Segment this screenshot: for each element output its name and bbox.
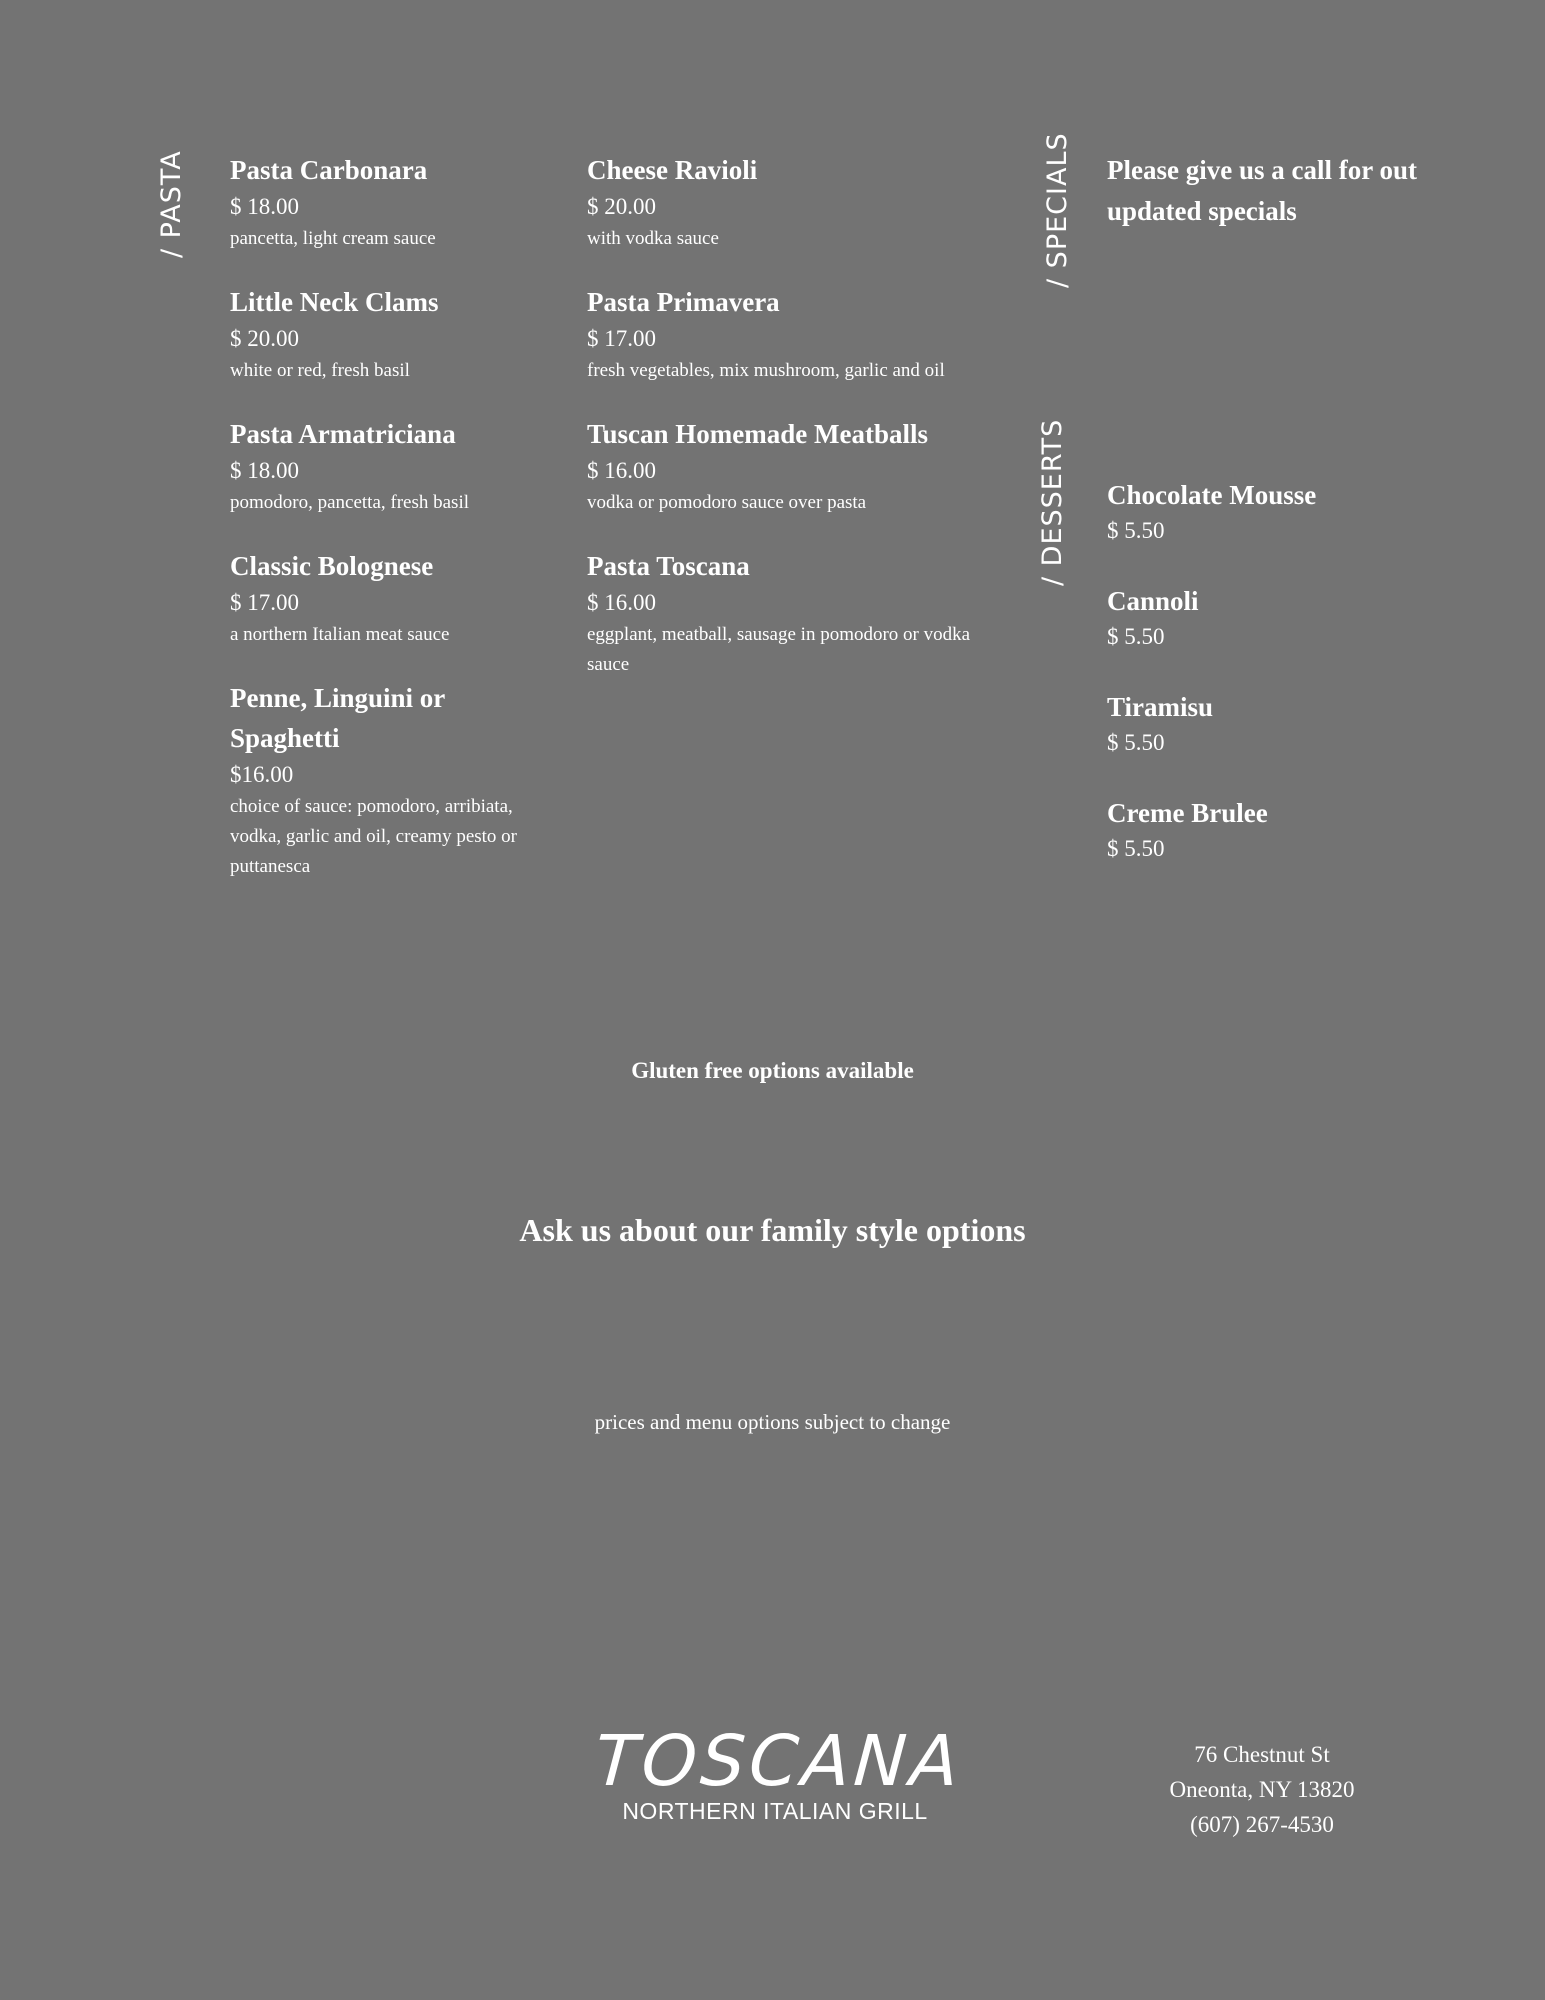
menu-item-description: with vodka sauce: [587, 228, 719, 249]
menu-item: [230, 678, 540, 882]
dessert-price: $ 5.50: [1107, 730, 1165, 755]
menu-item: [587, 414, 982, 518]
dessert-item: [1107, 476, 1447, 548]
menu-item-price: $ 18.00: [230, 458, 299, 483]
menu-item: [230, 150, 540, 254]
pasta-section-label: / PASTA: [156, 150, 187, 258]
desserts-column: [1107, 476, 1447, 900]
dessert-item: [1107, 794, 1447, 866]
specials-section-label: / SPECIALS: [1042, 132, 1073, 288]
gluten-free-note: Gluten free options available: [631, 1058, 914, 1083]
address-city: Oneonta, NY 13820: [1169, 1777, 1355, 1802]
menu-item-name: Pasta Carbonara: [230, 155, 428, 185]
menu-item-description: pomodoro, pancetta, fresh basil: [230, 492, 470, 513]
menu-item-description: eggplant, meatball, sausage in pomodoro or vodka sauce: [587, 624, 971, 675]
menu-item: [230, 282, 540, 386]
menu-item-description: white or red, fresh basil: [230, 360, 410, 381]
menu-item: [587, 150, 982, 254]
restaurant-logo: [592, 1720, 966, 1825]
dessert-name: Chocolate Mousse: [1107, 480, 1317, 510]
menu-item-price: $ 17.00: [230, 590, 299, 615]
menu-item-description: a northern Italian meat sauce: [230, 624, 450, 645]
specials-text: Please give us a call for out updated specials: [1107, 155, 1417, 226]
prices-disclaimer: prices and menu options subject to change: [594, 1410, 951, 1434]
menu-item-price: $ 17.00: [587, 326, 656, 351]
dessert-price: $ 5.50: [1107, 518, 1165, 543]
menu-item: [230, 414, 540, 518]
menu-item-name: Pasta Primavera: [587, 287, 780, 317]
menu-item-description: fresh vegetables, mix mushroom, garlic and oil: [587, 360, 945, 381]
dessert-item: [1107, 582, 1447, 654]
restaurant-address: [1112, 1737, 1412, 1842]
menu-item: [230, 546, 540, 650]
dessert-name: Cannoli: [1107, 586, 1199, 616]
menu-item-description: vodka or pomodoro sauce over pasta: [587, 492, 867, 513]
phone-number: (607) 267-4530: [1190, 1812, 1334, 1837]
menu-item-price: $ 20.00: [230, 326, 299, 351]
dessert-item: [1107, 688, 1447, 760]
logo-name: TOSCANA: [592, 1720, 966, 1802]
menu-item-price: $ 16.00: [587, 590, 656, 615]
pasta-column-1: [230, 150, 540, 910]
menu-item: [587, 546, 982, 680]
menu-item-name: Classic Bolognese: [230, 551, 434, 581]
menu-item-price: $16.00: [230, 762, 294, 787]
menu-item-price: $ 18.00: [230, 194, 299, 219]
menu-item-price: $ 16.00: [587, 458, 656, 483]
menu-item-description: choice of sauce: pomodoro, arribiata, vodka, garlic and oil, creamy pesto or puttanesca: [230, 796, 518, 877]
family-style-note: Ask us about our family style options: [519, 1212, 1026, 1248]
pasta-column-2: [587, 150, 982, 708]
address-street: 76 Chestnut St: [1194, 1742, 1330, 1767]
menu-item-name: Cheese Ravioli: [587, 155, 758, 185]
menu-item-price: $ 20.00: [587, 194, 656, 219]
menu-item-name: Little Neck Clams: [230, 287, 439, 317]
dessert-price: $ 5.50: [1107, 624, 1165, 649]
menu-item-description: pancetta, light cream sauce: [230, 228, 436, 249]
dessert-name: Creme Brulee: [1107, 798, 1268, 828]
menu-item-name: Pasta Toscana: [587, 551, 750, 581]
menu-item-name: Tuscan Homemade Meatballs: [587, 419, 929, 449]
dessert-name: Tiramisu: [1107, 692, 1214, 722]
menu-item: [587, 282, 982, 386]
logo-tagline: NORTHERN ITALIAN GRILL: [622, 1798, 928, 1824]
dessert-price: $ 5.50: [1107, 836, 1165, 861]
desserts-section-label: / DESSERTS: [1037, 418, 1068, 586]
menu-item-name: Penne, Linguini or Spaghetti: [230, 683, 445, 753]
menu-item-name: Pasta Armatriciana: [230, 419, 456, 449]
